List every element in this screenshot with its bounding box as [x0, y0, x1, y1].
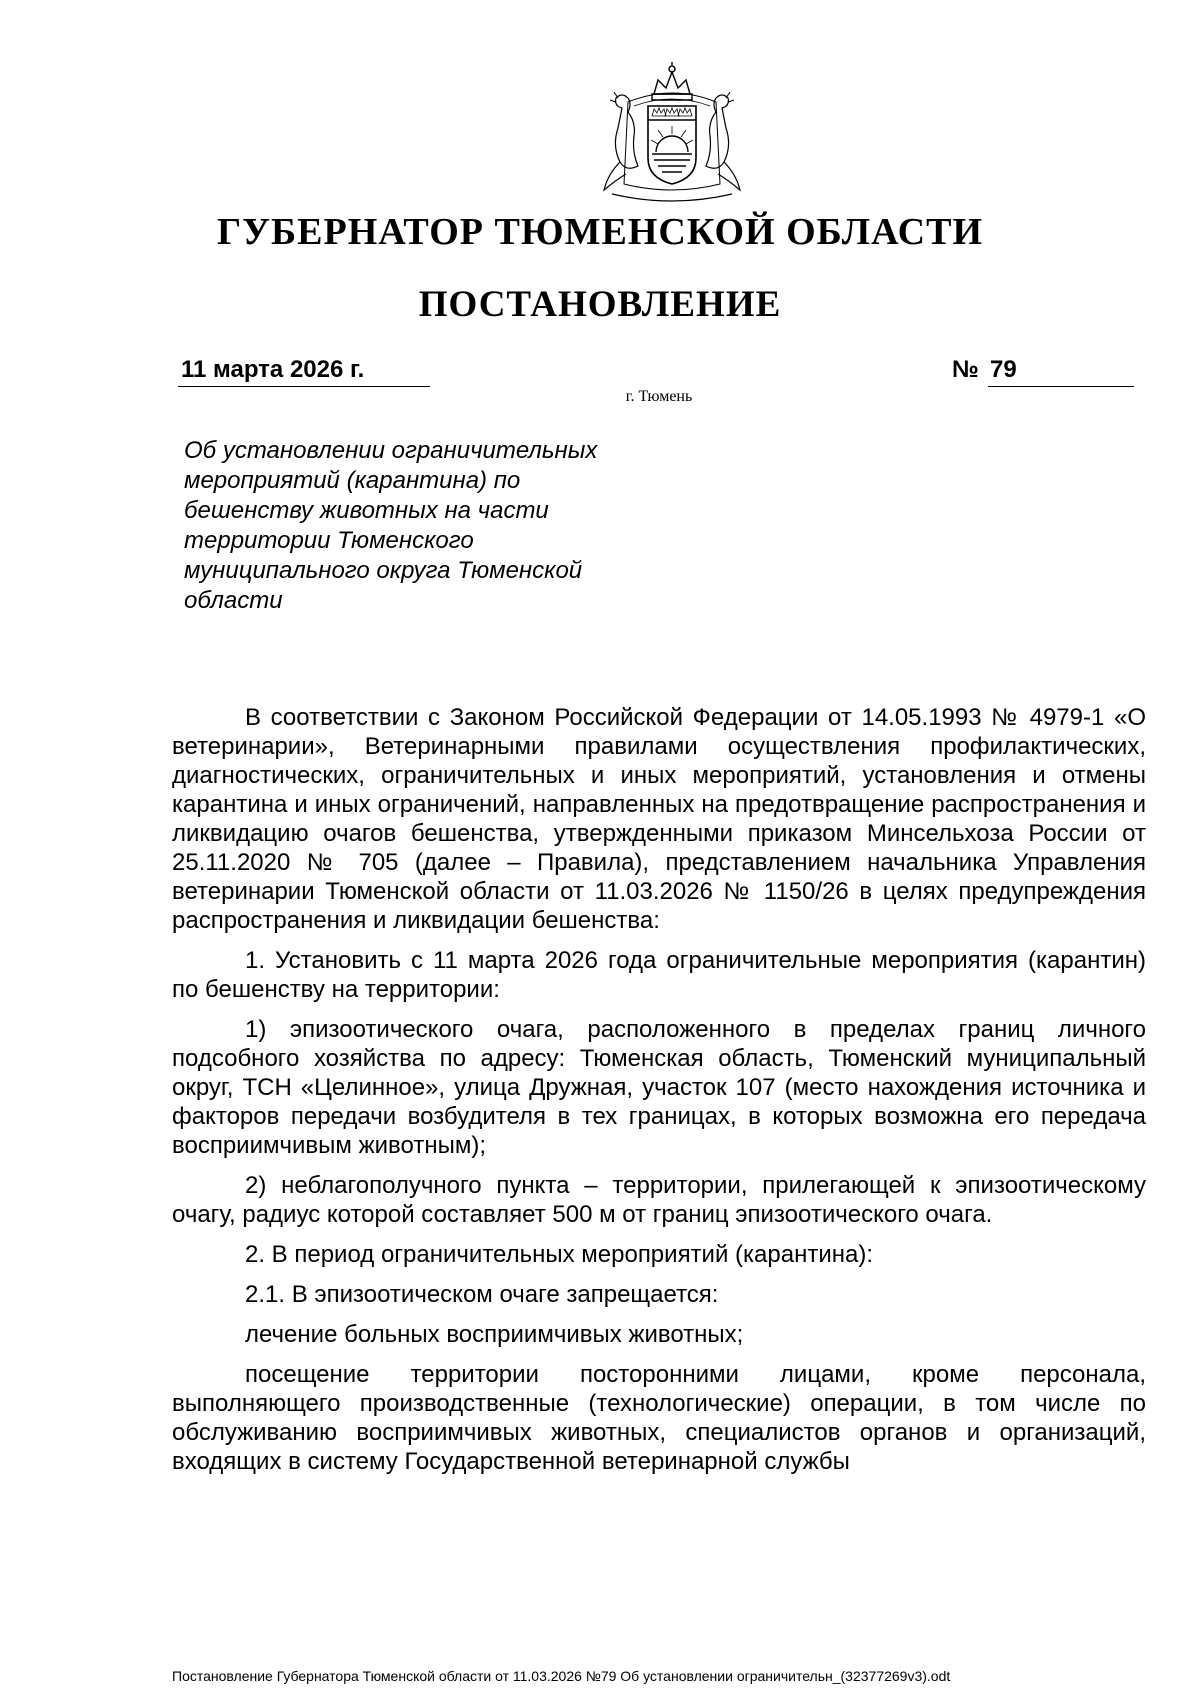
clause-2-1-paragraph: 2.1. В эпизоотическом очаге запрещается: [245, 1281, 719, 1308]
document-subject: Об установлении ограничительных мероприятий (карантина) по бешенству животных на части территории Тюменского муниципального округа Тюменской области [184, 437, 598, 614]
document-number: 79 [988, 355, 1134, 387]
coat-of-arms-icon [592, 62, 752, 212]
prohibition-item-paragraph: лечение больных восприимчивых животных; [245, 1321, 744, 1348]
clause-1-2-paragraph: 2) неблагополучного пункта – территории, прилегающей к эпизоотическому очагу, радиус которой составляет 500 м от границ эпизоотического очага. [172, 1172, 1146, 1228]
document-body [172, 703, 1146, 1487]
document-date: 11 марта 2026 г. [178, 355, 430, 387]
clause-1-paragraph: 1. Установить с 11 марта 2026 года ограничительные мероприятия (карантин) по бешенству на территории: [172, 947, 1146, 1003]
document-city: г. Тюмень [625, 388, 693, 405]
page-footer: Постановление Губернатора Тюменской области от 11.03.2026 №79 Об установлении ограничительн_(32377269v3).odt [172, 1668, 951, 1684]
document-type-title: ПОСТАНОВЛЕНИЕ [418, 284, 782, 325]
clause-1-1-paragraph: 1) эпизоотического очага, расположенного в пределах границ личного подсобного хозяйства по адресу: Тюменская область, Тюменский муниципальный округ, ТСН «Целинное», улица Дружная, участок 107 (место нахождения источника и факторов передачи возбудителя в тех границах, в которых возможна его передача восприимчивым животным); [172, 1016, 1146, 1159]
clause-2-paragraph: 2. В период ограничительных мероприятий (карантина): [245, 1241, 874, 1268]
preamble-paragraph: В соответствии с Законом Российской Федерации от 14.05.1993 № 4979-1 «О ветеринарии», Ветеринарными правилами осуществления профилактических, диагностических, ограничительных и иных мероприятий, установления и отмены карантина и иных ограничений, направленных на предотвращение распространения и ликвидацию очагов бешенства, утвержденными приказом Минсельхоза России от 25.11.2020 № 705 (далее – Правила), представлением начальника Управления ветеринарии Тюменской области от 11.03.2026 № 1150/26 в целях предупреждения распространения и ликвидации бешенства: [172, 704, 1146, 934]
org-title: ГУБЕРНАТОР ТЮМЕНСКОЙ ОБЛАСТИ [216, 211, 984, 253]
prohibition-item-paragraph: посещение территории посторонними лицами, кроме персонала, выполняющего производственные (технологические) операции, в том числе по обслуживанию восприимчивых животных, специалистов органов и организаций, входящих в систему Государственной ветеринарной службы [172, 1361, 1146, 1475]
number-sign: № [952, 356, 979, 383]
